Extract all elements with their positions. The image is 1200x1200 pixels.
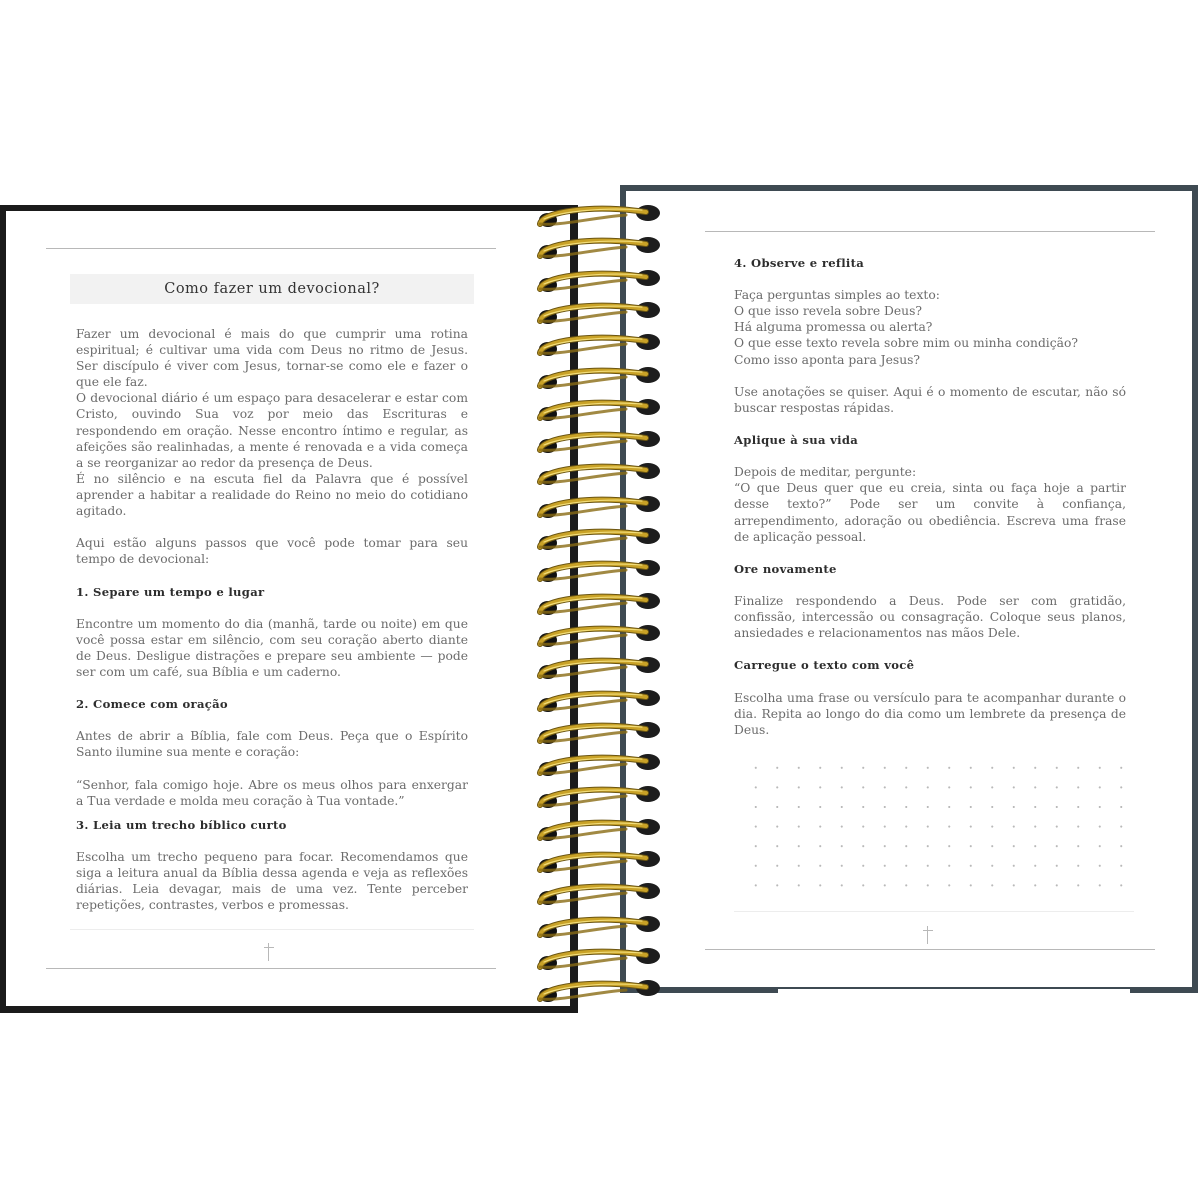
- spiral-ring: [530, 267, 665, 289]
- spiral-ring: [530, 428, 665, 450]
- spiral-ring: [530, 622, 665, 644]
- step2-heading: 2. Comece com oração: [76, 697, 228, 712]
- spiral-ring: [530, 913, 665, 935]
- spiral-ring: [530, 977, 665, 999]
- intro-paragraph-1: Fazer um devocional é mais do que cumprir uma rotina espiritual; é cultivar uma vida com Deus no ritmo de Jesus. Ser discípulo é viver com Jesus, tornar-se como ele e fazer o que ele faz.: [76, 327, 468, 390]
- spiral-ring: [530, 234, 665, 256]
- steps-intro: Aqui estão alguns passos que você pode tomar para seu tempo de devocional:: [76, 536, 468, 567]
- title-box: [70, 274, 474, 304]
- spiral-ring: [530, 460, 665, 482]
- spiral-ring: [530, 880, 665, 902]
- apply-line-1: Depois de meditar, pergunte:: [734, 465, 917, 480]
- spiral-ring: [530, 751, 665, 773]
- spiral-ring: [530, 525, 665, 547]
- step2-quote: “Senhor, fala comigo hoje. Abre os meus olhos para enxergar a Tua verdade e molda meu coração à Tua vontade.”: [76, 777, 468, 808]
- intro-paragraph-2: O devocional diário é um espaço para desacelerar e estar com Cristo, ouvindo Sua voz por meio das Escrituras e respondendo em oração. Nesse encontro íntimo e regular, as afeições são realinhadas, a mente é renovada e a vida começa a se reorganizar ao redor da presença de Deus.: [76, 391, 468, 470]
- bottom-fade-line-left: [70, 929, 474, 930]
- apply-heading: Aplique à sua vida: [734, 433, 859, 448]
- spiral-ring: [530, 945, 665, 967]
- step4-note: Use anotações se quiser. Aqui é o momento de escutar, não só buscar respostas rápidas.: [734, 384, 1126, 415]
- step1-heading: 1. Separe um tempo e lugar: [76, 584, 265, 599]
- spiral-ring: [530, 590, 665, 612]
- step4-line-5: Como isso aponta para Jesus?: [734, 352, 921, 367]
- step3-heading: 3. Leia um trecho bíblico curto: [76, 817, 287, 832]
- spiral-ring: [530, 719, 665, 741]
- spiral-ring: [530, 364, 665, 386]
- bottom-fade-line-right: [734, 911, 1134, 912]
- pray-text: Finalize respondendo a Deus. Pode ser com gratidão, confissão, intercessão ou consagração. Coloque seus planos, ansiedades e relacionamentos nas mãos Dele.: [734, 593, 1126, 641]
- apply-line-2: “O que Deus quer que eu creia, sinta ou faça hoje a partir desse texto?” Pode ser um convite à confiança, arrependimento, adoração ou obediência. Escreva uma frase de aplicação pessoal.: [734, 481, 1126, 544]
- dot-grid-notes[interactable]: [745, 758, 1130, 898]
- spiral-ring: [530, 202, 665, 224]
- top-rule-right: [705, 231, 1155, 232]
- carry-text: Escolha uma frase ou versículo para te acompanhar durante o dia. Repita ao longo do dia como um lembrete da presença de Deus.: [734, 690, 1126, 737]
- spiral-ring: [530, 654, 665, 676]
- page-title: Como fazer um devocional?: [164, 281, 380, 297]
- spiral-ring: [530, 783, 665, 805]
- step4-line-1: Faça perguntas simples ao texto:: [734, 288, 940, 303]
- pray-heading: Ore novamente: [734, 561, 837, 576]
- top-rule-left: [46, 248, 496, 249]
- spiral-ring: [530, 557, 665, 579]
- cross-icon: [922, 926, 934, 944]
- spiral-ring: [530, 687, 665, 709]
- step3-text: Escolha um trecho pequeno para focar. Recomendamos que siga a leitura anual da Bíblia dessa agenda e veja as reflexões diárias. Leia devagar, mais de uma vez. Tente perceber repetições, contrastes, verbos e promessas.: [76, 850, 468, 913]
- left-text-column: [76, 326, 468, 913]
- bottom-rule-left: [46, 968, 496, 969]
- spiral-ring: [530, 331, 665, 353]
- step2-text: Antes de abrir a Bíblia, fale com Deus. Peça que o Espírito Santo ilumine sua mente e coração:: [76, 729, 468, 760]
- cover-tab: [778, 989, 1130, 996]
- spiral-ring: [530, 396, 665, 418]
- spiral-ring: [530, 848, 665, 870]
- intro-paragraph-3: É no silêncio e na escuta fiel da Palavra que é possível aprender a habitar a realidade do Reino no meio do cotidiano agitado.: [76, 471, 468, 519]
- right-text-column: [734, 255, 1126, 738]
- step4-line-3: Há alguma promessa ou alerta?: [734, 320, 933, 335]
- step1-text: Encontre um momento do dia (manhã, tarde ou noite) em que você possa estar em silêncio, com seu coração aberto diante de Deus. Desligue distrações e prepare seu ambiente — pode ser com um café, sua Bíblia e um caderno.: [76, 616, 468, 679]
- cross-icon: [263, 943, 275, 961]
- step4-heading: 4. Observe e reflita: [734, 256, 865, 270]
- spiral-ring: [530, 816, 665, 838]
- step4-line-4: O que esse texto revela sobre mim ou minha condição?: [734, 336, 1078, 351]
- spiral-ring: [530, 493, 665, 515]
- step4-line-2: O que isso revela sobre Deus?: [734, 304, 922, 319]
- carry-heading: Carregue o texto com você: [734, 658, 915, 673]
- spiral-binding: [530, 200, 670, 1000]
- bottom-rule-right: [705, 949, 1155, 950]
- spiral-ring: [530, 299, 665, 321]
